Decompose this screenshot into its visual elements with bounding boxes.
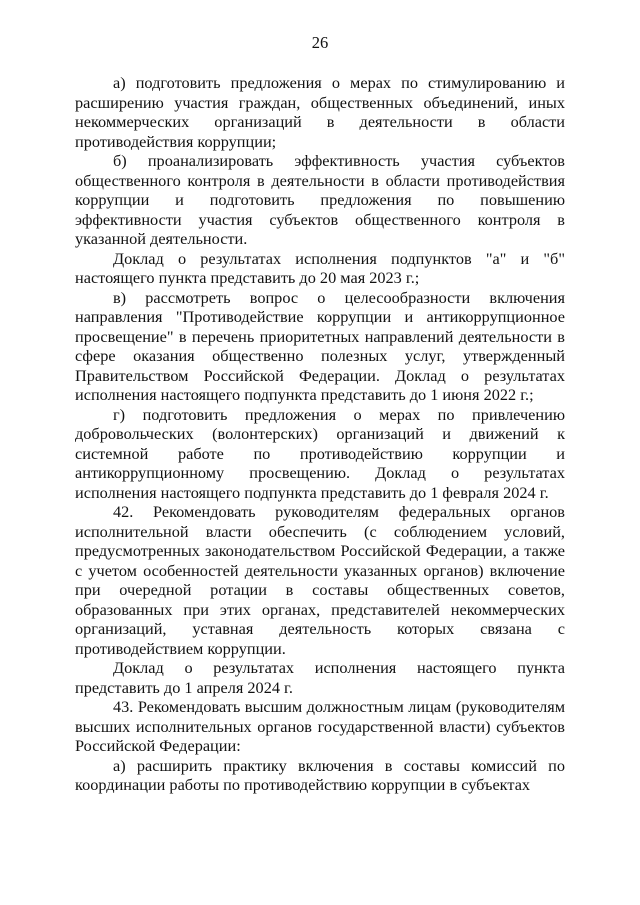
paragraph-43a: а) расширить практику включения в составы комиссий по координации работы по противодействию коррупции в субъектах xyxy=(75,755,565,794)
paragraph-report-42: Доклад о результатах исполнения настоящего пункта представить до 1 апреля 2024 г. xyxy=(75,658,565,697)
paragraph-42: 42. Рекомендовать руководителям федеральных органов исполнительной власти обеспечить (с соблюдением условий, предусмотренных законодательством Российской Федерации, а также с учетом особенностей деятельности указанных органов) включение при очередной ротации в составы общественных советов, образованных при этих органах, представителей некоммерческих организаций, уставная деятельность которых связана с противодействием коррупции. xyxy=(75,502,565,658)
paragraph-3g: г) подготовить предложения о мерах по привлечению добровольческих (волонтерских) организаций и движений к системной работе по противодействию коррупции и антикоррупционному просвещению. Доклад о результатах исполнения настоящего подпункта представить до 1 февраля 2024 г. xyxy=(75,404,565,502)
paragraph-3b: б) проанализировать эффективность участия субъектов общественного контроля в деятельности в области противодействия коррупции и подготовить предложения по повышению эффективности участия субъектов общественного контроля в указанной деятельности. xyxy=(75,151,565,248)
paragraph-3v: в) рассмотреть вопрос о целесообразности включения направления "Противодействие коррупции и антикоррупционное просвещение" в перечень приоритетных направлений деятельности в сфере оказания общественно полезных услуг, утвержденный Правительством Российской Федерации. Доклад о результатах исполнения настоящего подпункта представить до 1 июня 2022 г.; xyxy=(75,287,565,404)
paragraph-report-ab: Доклад о результатах исполнения подпунктов "а" и "б" настоящего пункта представить до 20 мая 2023 г.; xyxy=(75,248,565,287)
page-number: 26 xyxy=(311,33,329,52)
document-body xyxy=(75,73,565,795)
paragraph-43: 43. Рекомендовать высшим должностным лицам (руководителям высших исполнительных органов государственной власти) субъектов Российской Федерации: xyxy=(75,697,565,755)
paragraph-3a: а) подготовить предложения о мерах по стимулированию и расширению участия граждан, общественных объединений, иных некоммерческих организаций в деятельности в области противодействия коррупции; xyxy=(75,73,565,151)
